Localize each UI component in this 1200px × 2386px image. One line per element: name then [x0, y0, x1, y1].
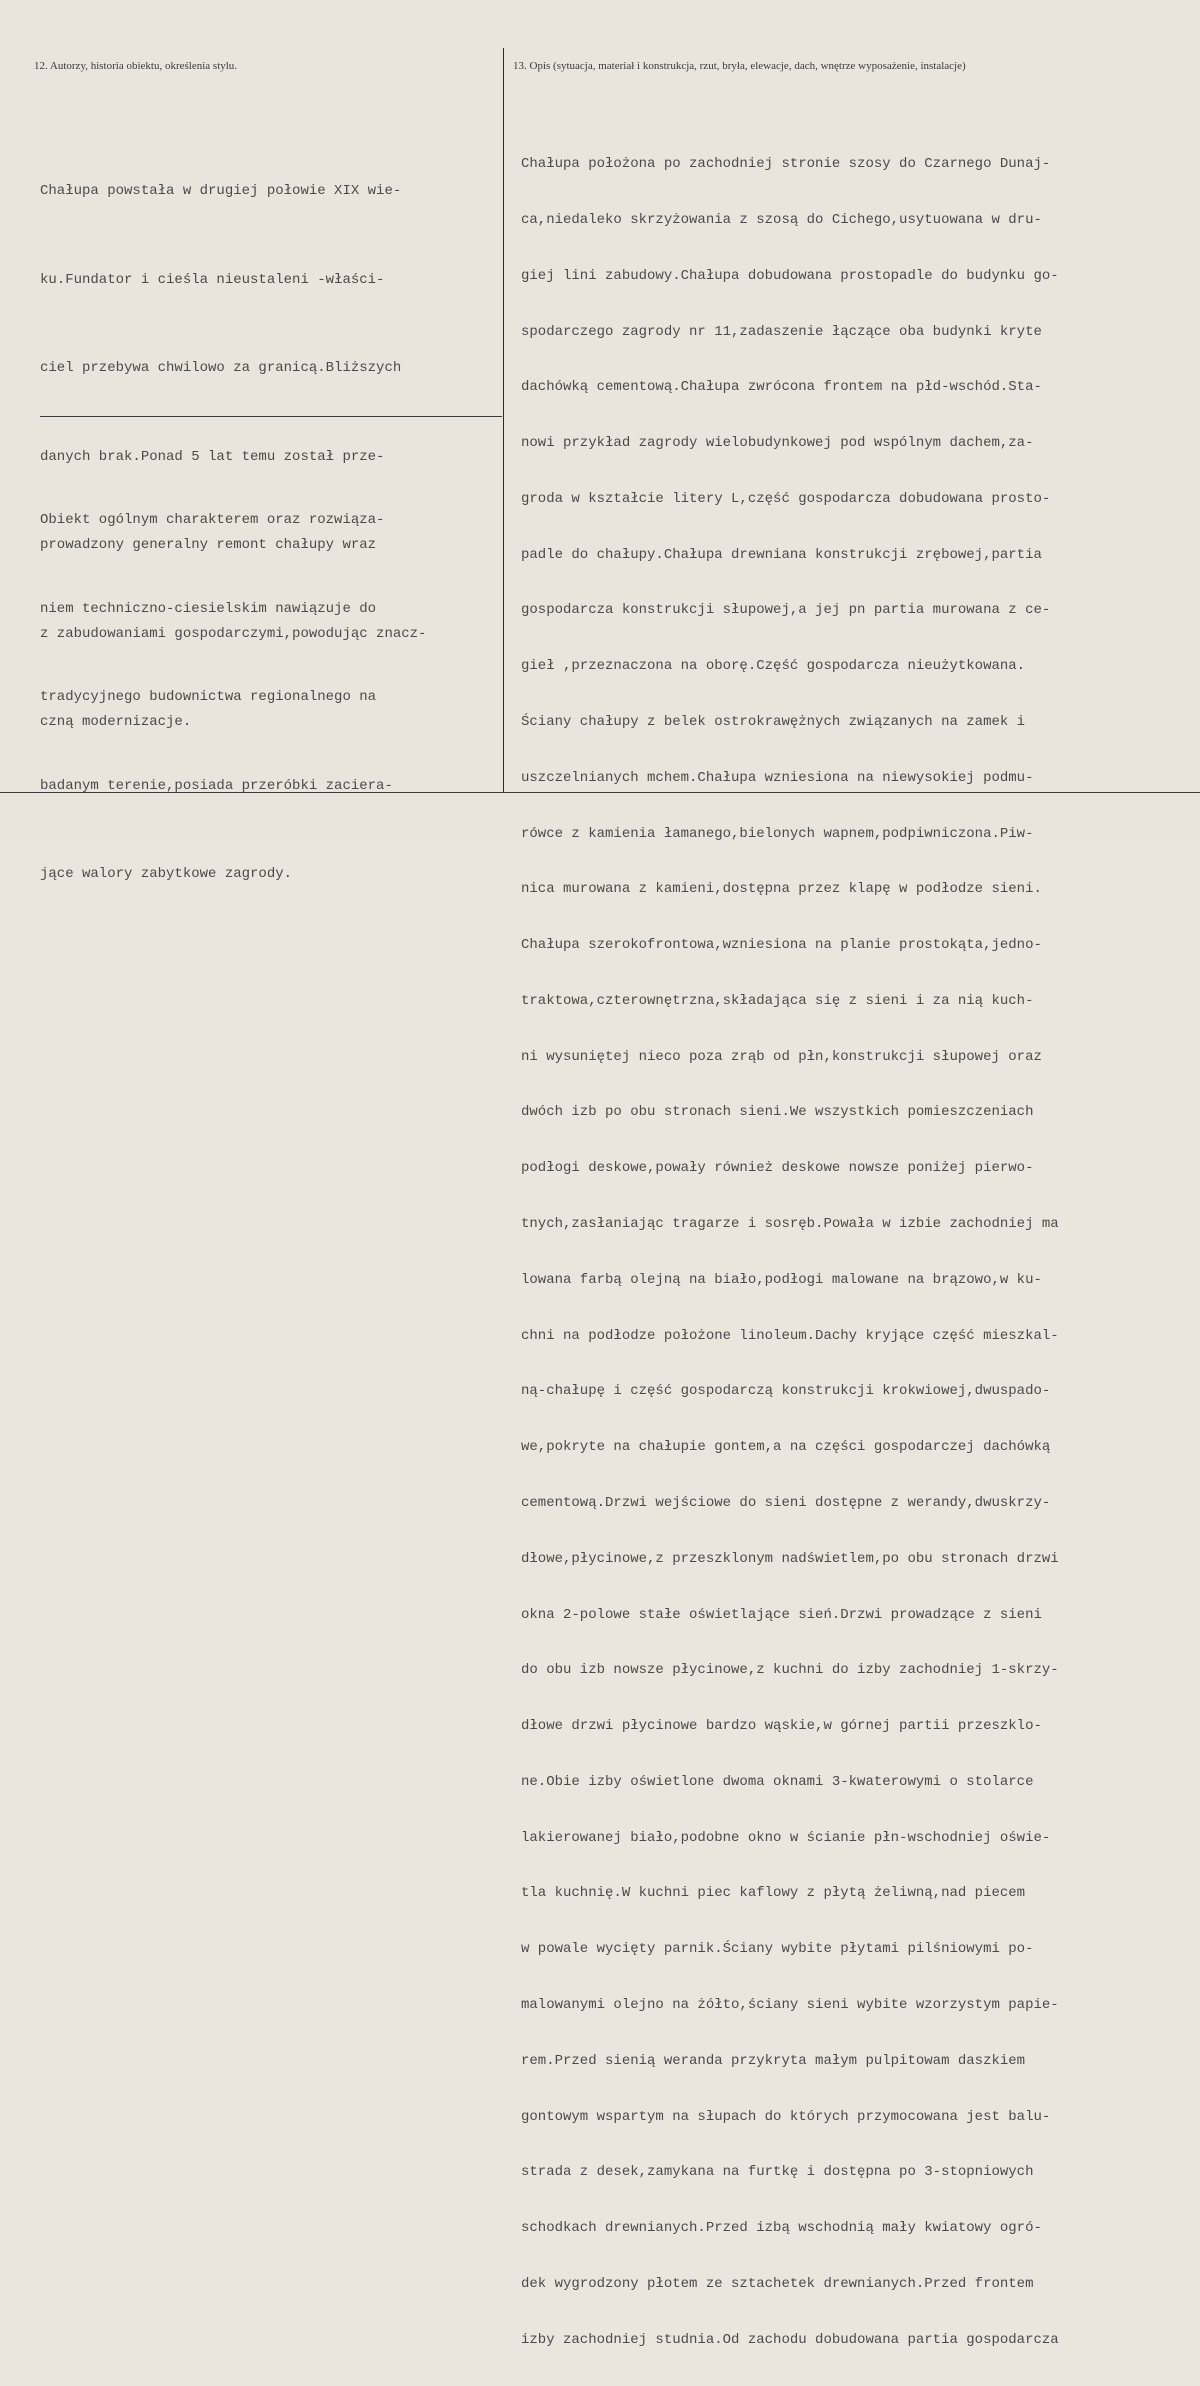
style-line: jące walory zabytkowe zagrody. — [40, 866, 293, 882]
history-line: prowadzony generalny remont chałupy wraz — [40, 537, 377, 553]
description-line: schodkach drewnianych.Przed izbą wschodnią mały kwiatowy ogró- — [521, 2220, 1042, 2237]
column-divider — [503, 48, 504, 793]
description-line: podłogi deskowe,powały również deskowe nowsze poniżej pierwo- — [521, 1160, 1034, 1177]
description-line: gieł ,przeznaczona na oborę.Część gospodarcza nieużytkowana. — [521, 658, 1026, 675]
description-line: cementową.Drzwi wejściowe do sieni dostępne z werandy,dwuskrzy- — [521, 1494, 1051, 1511]
history-line: Chałupa powstała w drugiej połowie XIX wie- — [40, 183, 402, 199]
description-line: groda w kształcie litery L,część gospodarcza dobudowana prosto- — [521, 490, 1051, 507]
history-line: czną modernizacje. — [40, 714, 192, 730]
description-line: lowana farbą olejną na biało,podłogi malowane na brązowo,w ku- — [521, 1271, 1042, 1288]
description-line: nica murowana z kamieni,dostępna przez klapę w podłodze sieni. — [521, 881, 1042, 898]
description-line: lakierowanej biało,podobne okno w ścianie płn-wschodniej oświe- — [521, 1829, 1051, 1846]
description-line: malowanymi olejno na żółto,ściany sieni wybite wzorzystym papie- — [521, 1996, 1059, 2013]
description-line: gontowym wspartym na słupach do których przymocowana jest balu- — [521, 2108, 1051, 2125]
description-line: uszczelnianych mchem.Chałupa wzniesiona na niewysokiej podmu- — [521, 769, 1034, 786]
description-line: ne.Obie izby oświetlone dwoma oknami 3-kwaterowymi o stolarce — [521, 1773, 1034, 1790]
description-line: do obu izb nowsze płycinowe,z kuchni do izby zachodniej 1-skrzy- — [521, 1662, 1059, 1679]
description-line: tnych,zasłaniając tragarze i sosręb.Powała w izbie zachodniej ma — [521, 1216, 1059, 1233]
history-line: ciel przebywa chwilowo za granicą.Bliższych — [40, 360, 402, 376]
description-line: Chałupa położona po zachodniej stronie szosy do Czarnego Dunaj- — [521, 156, 1051, 173]
style-line: tradycyjnego budownictwa regionalnego na — [40, 689, 377, 705]
description-text — [521, 118, 1059, 2386]
description-line: gospodarcza konstrukcji słupowej,a jej pn partia murowana z ce- — [521, 602, 1051, 619]
history-line: danych brak.Ponad 5 lat temu został prze- — [40, 448, 385, 465]
description-line: ni wysuniętej nieco poza zrąb od płn,konstrukcji słupowej oraz — [521, 1048, 1042, 1065]
description-line: nowi przykład zagrody wielobudynkowej pod wspólnym dachem,za- — [521, 435, 1034, 452]
description-line: we,pokryte na chałupie gontem,a na części gospodarczej dachówką — [521, 1439, 1051, 1456]
description-line: padle do chałupy.Chałupa drewniana konstrukcji zrębowej,partia — [521, 546, 1042, 563]
description-line: ca,niedaleko skrzyżowania z szosą do Cichego,usytuowana w dru- — [521, 211, 1042, 228]
history-line: z zabudowaniami gospodarczymi,powodując znacz- — [40, 625, 427, 642]
description-line: dłowe,płycinowe,z przeszklonym nadświetlem,po obu stronach drzwi — [521, 1550, 1059, 1567]
description-line: traktowa,czterownętrzna,składająca się z sieni i za nią kuch- — [521, 992, 1034, 1009]
description-line: izby zachodniej studnia.Od zachodu dobudowana partia gospodarcza — [521, 2331, 1059, 2348]
description-line: dwóch izb po obu stronach sieni.We wszystkich pomieszczeniach — [521, 1104, 1034, 1121]
description-line: Chałupa szerokofrontowa,wzniesiona na planie prostokąta,jedno- — [521, 937, 1042, 954]
description-line: tla kuchnię.W kuchni piec kaflowy z płytą żeliwną,nad piecem — [521, 1885, 1026, 1902]
description-line: Ściany chałupy z belek ostrokrawężnych związanych na zamek i — [521, 714, 1026, 730]
section-13-heading: 13. Opis (sytuacja, materiał i konstrukcja, rzut, bryła, elewacje, dach, wnętrze wyposażenie, instalacje) — [513, 60, 966, 72]
style-line: niem techniczno-ciesielskim nawiązuje do — [40, 600, 377, 617]
description-line: ną-chałupę i część gospodarczą konstrukcji krokwiowej,dwuspado- — [521, 1383, 1051, 1400]
style-line: Obiekt ogólnym charakterem oraz rozwiąza- — [40, 512, 385, 528]
description-line: rówce z kamienia łamanego,bielonych wapnem,podpiwniczona.Piw- — [521, 825, 1034, 842]
description-line: chni na podłodze położone linoleum.Dachy kryjące część mieszkal- — [521, 1327, 1059, 1344]
description-line: w powale wycięty parnik.Ściany wybite płytami pilśniowymi po- — [521, 1941, 1034, 1958]
description-line: dachówką cementową.Chałupa zwrócona frontem na płd-wschód.Sta- — [521, 379, 1042, 396]
description-line: rem.Przed sienią weranda przykryta małym pulpitowam daszkiem — [521, 2052, 1026, 2069]
section-12-heading: 12. Autorzy, historia obiektu, określenia stylu. — [34, 60, 238, 72]
description-line: giej lini zabudowy.Chałupa dobudowana prostopadle do budynku go- — [521, 267, 1059, 284]
description-line: spodarczego zagrody nr 11,zadaszenie łączące oba budynki kryte — [521, 323, 1042, 340]
style-text — [40, 447, 393, 949]
description-line: dek wygrodzony płotem ze sztachetek drewnianych.Przed frontem — [521, 2275, 1034, 2292]
description-line: dłowe drzwi płycinowe bardzo wąskie,w górnej partii przeszklo- — [521, 1718, 1042, 1735]
description-line: strada z desek,zamykana na furtkę i dostępna po 3-stopniowych — [521, 2164, 1034, 2181]
history-line: ku.Fundator i cieśla nieustaleni -właści- — [40, 271, 385, 288]
description-line: okna 2-polowe stałe oświetlające sień.Drzwi prowadzące z sieni — [521, 1606, 1042, 1623]
style-line: badanym terenie,posiada przeróbki zaciera- — [40, 777, 393, 794]
